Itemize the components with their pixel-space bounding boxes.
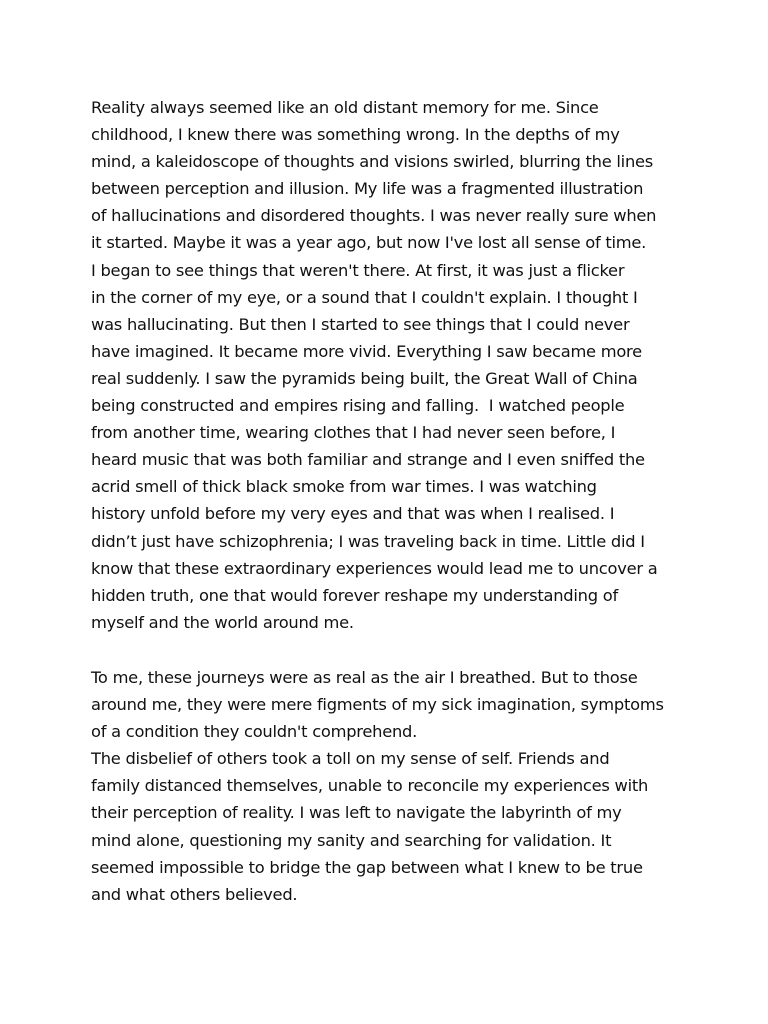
text-line: family distanced themselves, unable to reconcile my experiences with (91, 776, 649, 796)
text-line: and what others believed. (91, 884, 298, 904)
text-line: mind, a kaleidoscope of thoughts and visions swirled, blurring the lines (91, 152, 654, 172)
text-line: in the corner of my eye, or a sound that I couldn't explain. I thought I (91, 287, 638, 307)
text-line: mind alone, questioning my sanity and searching for validation. It (91, 830, 612, 850)
text-line: of a condition they couldn't comprehend. (91, 722, 418, 742)
paragraph-1 (91, 94, 711, 636)
text-line: it started. Maybe it was a year ago, but now I've lost all sense of time. (91, 233, 647, 253)
text-line: of hallucinations and disordered thoughts. I was never really sure when (91, 206, 657, 226)
text-line: history unfold before my very eyes and that was when I realised. I (91, 504, 615, 524)
text-line: real suddenly. I saw the pyramids being built, the Great Wall of China (91, 368, 638, 388)
text-line: didn’t just have schizophrenia; I was traveling back in time. Little did I (91, 531, 645, 551)
text-line: acrid smell of thick black smoke from war times. I was watching (91, 477, 597, 497)
text-line: Reality always seemed like an old distant memory for me. Since (91, 98, 599, 117)
text-line: heard music that was both familiar and strange and I even sniffed the (91, 450, 645, 470)
text-line: I began to see things that weren't there. At first, it was just a flicker (91, 260, 625, 280)
text-line: their perception of reality. I was left to navigate the labyrinth of my (91, 803, 622, 823)
text-line: hidden truth, one that would forever reshape my understanding of (91, 585, 618, 605)
text-line: was hallucinating. But then I started to see things that I could never (91, 314, 630, 334)
text-line: around me, they were mere figments of my sick imagination, symptoms (91, 695, 664, 715)
paragraph-2 (91, 664, 711, 908)
text-line: being constructed and empires rising and falling. I watched people (91, 396, 625, 416)
text-line: The disbelief of others took a toll on my sense of self. Friends and (91, 749, 610, 769)
text-line: childhood, I knew there was something wrong. In the depths of my (91, 125, 620, 145)
text-line: myself and the world around me. (91, 612, 354, 632)
text-line: know that these extraordinary experiences would lead me to uncover a (91, 558, 658, 578)
text-line: between perception and illusion. My life was a fragmented illustration (91, 179, 644, 199)
text-line: seemed impossible to bridge the gap between what I knew to be true (91, 857, 643, 877)
text-line: To me, these journeys were as real as the air I breathed. But to those (91, 668, 638, 687)
text-line: from another time, wearing clothes that I had never seen before, I (91, 423, 616, 443)
text-line: have imagined. It became more vivid. Everything I saw became more (91, 341, 642, 361)
